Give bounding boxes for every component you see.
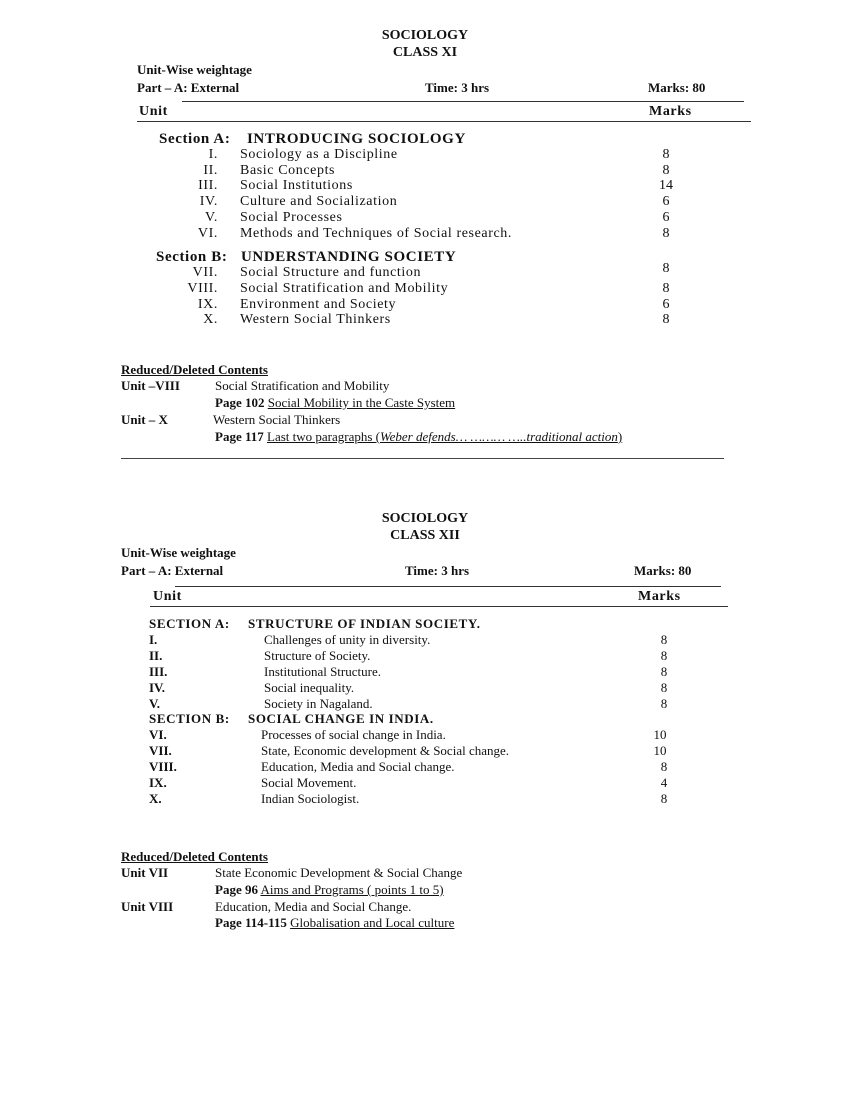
unit-name: Social Processes [240, 210, 343, 225]
unit-number: II. [203, 163, 218, 178]
unit-number: VIII. [149, 759, 177, 774]
reduced-detail [267, 429, 622, 444]
reduced-unit: Unit VIII [121, 899, 174, 914]
unit-number: IV. [199, 194, 218, 209]
unit-number: VII. [149, 743, 172, 758]
class12-reduced-heading: Reduced/Deleted Contents [121, 849, 268, 864]
unit-marks: 8 [660, 664, 668, 679]
class11-rule-bottom [137, 121, 751, 122]
unit-marks: 6 [662, 194, 670, 209]
reduced-detail-end: ) [617, 429, 623, 444]
reduced-detail: Social Mobility in the Caste System [267, 395, 456, 410]
unit-marks: 4 [660, 775, 668, 790]
unit-number: III. [149, 664, 168, 679]
class12-sectionA-label: SECTION A: [149, 616, 230, 631]
reduced-detail: Aims and Programs ( points 1 to 5) [260, 882, 444, 897]
unit-marks: 8 [660, 632, 668, 647]
unit-marks: 8 [662, 312, 670, 327]
section-divider [121, 458, 724, 459]
unit-name: Society in Nagaland. [264, 696, 373, 711]
unit-name: Structure of Society. [264, 648, 371, 663]
unit-number: IX. [149, 775, 167, 790]
class11-sectionB-label: Section B: [156, 249, 228, 265]
unit-number: II. [149, 648, 163, 663]
unit-name: Western Social Thinkers [240, 312, 391, 327]
unit-name: Processes of social change in India. [261, 727, 446, 742]
unit-name: Social Structure and function [240, 265, 422, 280]
class11-rule-top [182, 101, 744, 102]
reduced-page-line [215, 882, 444, 898]
reduced-page: Page 117 [215, 429, 264, 444]
class11-time: Time: 3 hrs [425, 80, 490, 95]
unit-marks: 8 [660, 696, 668, 711]
class11-class-label: CLASS XI [392, 45, 458, 60]
reduced-detail-start: Last two paragraphs ( [267, 429, 380, 444]
reduced-topic: State Economic Development & Social Change [215, 865, 463, 880]
reduced-detail-italic: Weber defends… ……… …..traditional action [380, 429, 618, 444]
unit-marks: 8 [662, 261, 670, 276]
class11-weightage: Unit-Wise weightage [137, 62, 252, 77]
unit-marks: 8 [660, 759, 668, 774]
unit-name: Indian Sociologist. [261, 791, 360, 806]
unit-name: Basic Concepts [240, 163, 336, 178]
class12-time: Time: 3 hrs [405, 563, 470, 578]
unit-marks: 8 [660, 680, 668, 695]
unit-marks: 10 [653, 743, 667, 758]
reduced-topic: Education, Media and Social Change. [215, 899, 412, 914]
class11-sectionA-label: Section A: [159, 131, 231, 147]
class12-rule-bottom [150, 606, 728, 607]
unit-name: Culture and Socialization [240, 194, 398, 209]
unit-number: V. [204, 210, 218, 225]
unit-number: VII. [192, 265, 218, 280]
unit-number: IV. [149, 680, 166, 695]
class12-sectionB-label: SECTION B: [149, 711, 230, 726]
unit-name: Institutional Structure. [264, 664, 381, 679]
reduced-unit: Unit – X [121, 412, 168, 427]
reduced-unit: Unit VII [121, 865, 169, 880]
unit-marks: 8 [662, 147, 670, 162]
unit-number: I. [208, 147, 218, 162]
unit-name: Social Institutions [240, 178, 353, 193]
class11-subject: SOCIOLOGY [381, 28, 469, 43]
class12-marks-total: Marks: 80 [634, 563, 692, 578]
unit-marks: 8 [660, 648, 668, 663]
unit-marks: 14 [659, 178, 673, 193]
class12-part: Part – A: External [121, 563, 224, 578]
reduced-page-line [215, 915, 454, 931]
class12-weightage: Unit-Wise weightage [121, 545, 236, 560]
unit-marks: 8 [662, 281, 670, 296]
unit-name: Education, Media and Social change. [261, 759, 455, 774]
reduced-detail: Globalisation and Local culture [290, 915, 455, 930]
class11-col-marks: Marks [649, 104, 692, 119]
class12-class-label: CLASS XII [390, 528, 460, 543]
unit-number: VIII. [187, 281, 218, 296]
unit-marks: 8 [660, 791, 668, 806]
reduced-page-line [215, 395, 455, 411]
unit-name: State, Economic development & Social change. [261, 743, 510, 758]
unit-number: V. [149, 696, 160, 711]
class11-part: Part – A: External [137, 80, 240, 95]
unit-name: Social inequality. [264, 680, 355, 695]
class12-rule-top [175, 586, 721, 587]
unit-name: Social Movement. [261, 775, 357, 790]
reduced-page: Page 102 [215, 395, 265, 410]
class12-subject: SOCIOLOGY [381, 511, 469, 526]
unit-number: X. [203, 312, 218, 327]
unit-marks: 8 [662, 226, 670, 241]
reduced-page: Page 114-115 [215, 915, 287, 930]
unit-number: I. [149, 632, 158, 647]
class11-marks-total: Marks: 80 [648, 80, 706, 95]
unit-name: Social Stratification and Mobility [240, 281, 449, 296]
unit-marks: 10 [653, 727, 667, 742]
class12-sectionB-title: SOCIAL CHANGE IN INDIA. [248, 711, 434, 726]
unit-number: VI. [149, 727, 167, 742]
reduced-topic: Western Social Thinkers [213, 412, 341, 427]
reduced-topic: Social Stratification and Mobility [215, 378, 390, 393]
unit-number: X. [149, 791, 162, 806]
unit-marks: 6 [662, 297, 670, 312]
class12-col-unit: Unit [153, 589, 182, 604]
class11-col-unit: Unit [139, 104, 168, 119]
unit-number: III. [198, 178, 218, 193]
unit-marks: 6 [662, 210, 670, 225]
unit-name: Methods and Techniques of Social research. [240, 226, 512, 241]
class12-col-marks: Marks [638, 589, 681, 604]
class12-sectionA-title: STRUCTURE OF INDIAN SOCIETY. [248, 616, 481, 631]
unit-number: IX. [197, 297, 218, 312]
unit-name: Sociology as a Discipline [240, 147, 398, 162]
unit-name: Environment and Society [240, 297, 397, 312]
reduced-unit: Unit –VIII [121, 378, 180, 393]
class11-sectionA-title: INTRODUCING SOCIOLOGY [247, 131, 466, 147]
unit-number: VI. [197, 226, 218, 241]
class11-sectionB-title: UNDERSTANDING SOCIETY [241, 249, 457, 265]
class11-reduced-heading: Reduced/Deleted Contents [121, 362, 268, 377]
unit-name: Challenges of unity in diversity. [264, 632, 431, 647]
reduced-page-line [215, 429, 622, 445]
unit-marks: 8 [662, 163, 670, 178]
reduced-page: Page 96 [215, 882, 258, 897]
